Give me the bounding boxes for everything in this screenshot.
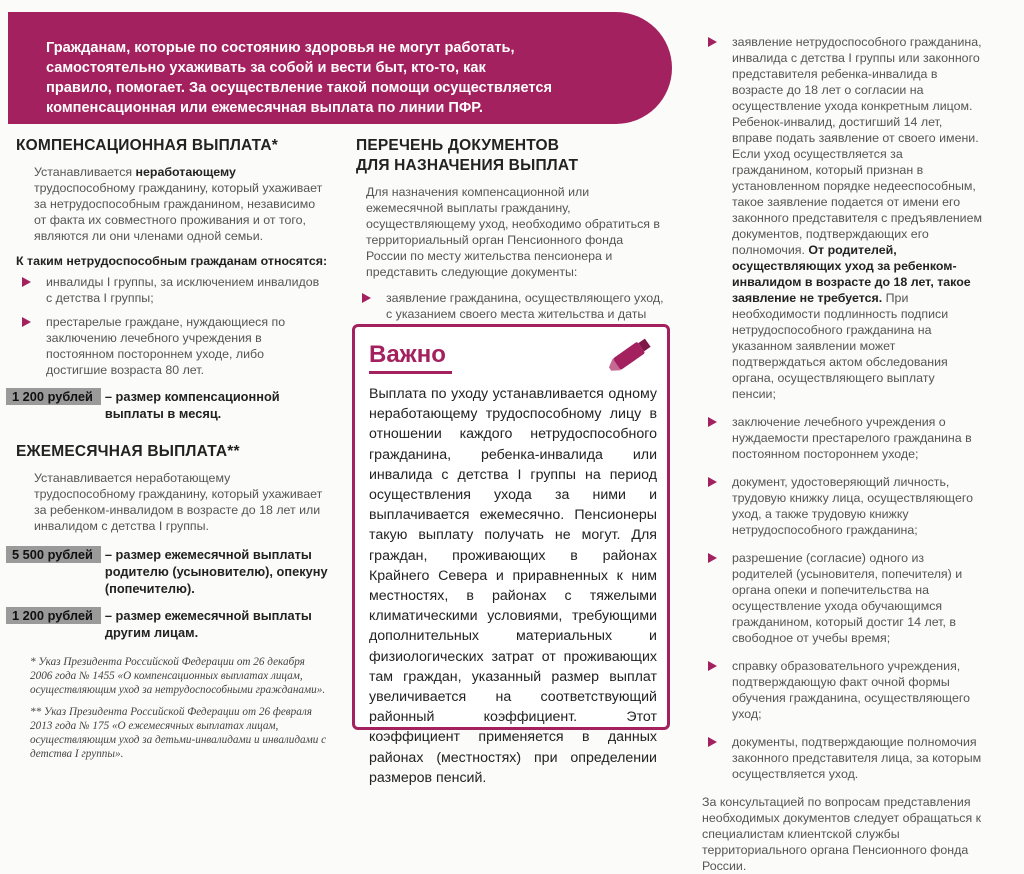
column-middle [356, 136, 666, 346]
compensation-title: КОМПЕНСАЦИОННАЯ ВЫПЛАТА* [16, 137, 278, 154]
intro-text: Устанавливается [34, 165, 136, 179]
compensation-amount [12, 388, 328, 422]
column-left [12, 136, 328, 769]
triangle-bullet-icon [708, 477, 717, 487]
list-item: инвалиды I группы, за исключением инвалидов с детства I группы; [16, 274, 328, 306]
amount-text: – размер ежемесячной выплаты родителю (усыновителю), опекуну (попечителю). [104, 547, 328, 596]
list-item: документ, удостоверяющий личность, трудовую книжку лица, осуществляющего уход, а также трудовую книжку нетрудоспособного гражданина; [702, 474, 982, 538]
amount-text: – размер компенсационной выплаты в месяц. [104, 389, 280, 421]
list-item: престарелые граждане, нуждающиеся по заключению лечебного учреждения в постоянном постороннем уходе, либо достигшие возраста 80 лет. [16, 314, 328, 378]
monthly-amount-parents [12, 546, 328, 597]
amount-text: – размер ежемесячной выплаты другим лицам. [104, 608, 312, 640]
consultation-note: За консультацией по вопросам представления необходимых документов следует обращаться к специалистам клиентской службы территориального органа Пенсионного фонда России. [702, 795, 982, 873]
footnotes [16, 655, 328, 761]
triangle-bullet-icon [708, 661, 717, 671]
banner-line: правило, помогает. За осуществление такой помощи осуществляется [46, 80, 552, 96]
list-item: справку образовательного учреждения, подтверждающую факт очной формы обучения гражданина, осуществляющего уход; [702, 658, 982, 722]
documents-intro: Для назначения компенсационной или ежемесячной выплаты гражданину, осуществляющему уход, необходимо обратиться в территориальный орган Пенсионного фонда России по месту жительства пенсионера и представить следующие документы: [366, 185, 660, 279]
monthly-title: ЕЖЕМЕСЯЧНАЯ ВЫПЛАТА** [16, 443, 240, 460]
banner-line: Гражданам, которые по состоянию здоровья не могут работать, [46, 40, 515, 56]
list-item: документы, подтверждающие полномочия законного представителя лица, за которым осуществляется уход. [702, 734, 982, 782]
list-item: заявление нетрудоспособного гражданина, инвалида с детства I группы или законного представителя ребенка-инвалида в возрасте до 18 лет о согласии на осуществление ухода конкретным лицом. Ребенок-инвалид, достигший 14 лет, вправе подать заявление от своего имени. Если уход осуществляется за гражданином, который признан в установленном порядке недееспособным, такое заявление подается от имени его законного представителя с предъявлением документов, подтверждающих его полномочия. От родителей, осуществляющих уход за ребенком-инвалидом в возрасте до 18 лет, такое заявление не требуется. При необходимости подлинность подписи нетрудоспособного гражданина на указанном заявлении может подтверждаться актом обследования органа, осуществляющего выплату пенсии; [702, 34, 982, 402]
marker-icon [607, 331, 659, 375]
list-item: разрешение (согласие) одного из родителей (усыновителя, попечителя) и органа опеки и попечительства на осуществление ухода обучающимся гражданином, который достиг 14 лет, в свободное от учебы время; [702, 550, 982, 646]
intro-text-rest: трудоспособному гражданину, который ухаживает за нетрудоспособным гражданином, независимо от факта их совместного проживания и от того, являются ли они членами одной семьи. [34, 181, 323, 243]
banner-text [46, 38, 606, 118]
banner-line: самостоятельно ухаживать за собой и вести быт, кто-то, как [46, 60, 486, 76]
amount-value: 5 500 рублей [6, 546, 101, 563]
triangle-bullet-icon [362, 293, 371, 303]
triangle-bullet-icon [708, 737, 717, 747]
compensation-intro [16, 164, 328, 244]
important-title: Важно [369, 341, 452, 374]
list-item: заключение лечебного учреждения о нуждаемости престарелого гражданина в постоянном постороннем уходе; [702, 414, 982, 462]
documents-list-continued [702, 34, 982, 782]
list-item: заявление гражданина, осуществляющего уход, с указанием своего места жительства и даты [356, 290, 666, 338]
amount-value: 1 200 рублей [6, 388, 101, 405]
important-text: Выплата по уходу устанавливается одному неработающему трудоспособному лицу в отношении каждого нетрудоспособного гражданина, ребенка-инвалида или инвалида с детства I группы на период осуществления ухода за ними и выплачивается ежемесячно. Пенсионеры такую выплату получать не могут. Для граждан, проживающих в районах Крайнего Севера и приравненных к ним местностях, в районах с тяжелыми климатическими условиями, требующими дополнительных материальных и физиологических затрат от проживающих там граждан, указанный размер выплат увеличивается на соответствующий районный коэффициент. Этот коэффициент применяется в данных районах (местностях) при определении размеров пенсий. [369, 386, 657, 786]
intro-bold: неработающему [135, 165, 236, 179]
important-box [352, 324, 670, 786]
triangle-bullet-icon [708, 553, 717, 563]
column-right [702, 34, 982, 874]
amount-value: 1 200 рублей [6, 607, 101, 624]
triangle-bullet-icon [22, 277, 31, 287]
triangle-bullet-icon [708, 37, 717, 47]
documents-title: ПЕРЕЧЕНЬ ДОКУМЕНТОВ ДЛЯ НАЗНАЧЕНИЯ ВЫПЛАТ [356, 137, 579, 174]
monthly-intro: Устанавливается неработающему трудоспособному гражданину, который ухаживает за ребенком-инвалидом в возрасте до 18 лет или инвалидом с детства I группы. [34, 471, 323, 533]
footnote: ** Указ Президента Российской Федерации от 26 февраля 2013 года № 175 «О ежемесячных выплатах лицам, осуществляющим уход за детьми-инвалидами и инвалидами с детства I группы». [30, 706, 327, 760]
monthly-amount-others [12, 607, 328, 641]
list-heading: К таким нетрудоспособным гражданам относятся: [16, 254, 328, 268]
triangle-bullet-icon [708, 417, 717, 427]
beneficiary-list [16, 274, 328, 378]
triangle-bullet-icon [22, 317, 31, 327]
banner-line: компенсационная или ежемесячная выплата по линии ПФР. [46, 100, 483, 116]
footnote: * Указ Президента Российской Федерации от 26 декабря 2006 года № 1455 «О компенсационных выплатах лицам, осуществляющим уход за нетрудоспособными гражданами». [30, 656, 326, 696]
